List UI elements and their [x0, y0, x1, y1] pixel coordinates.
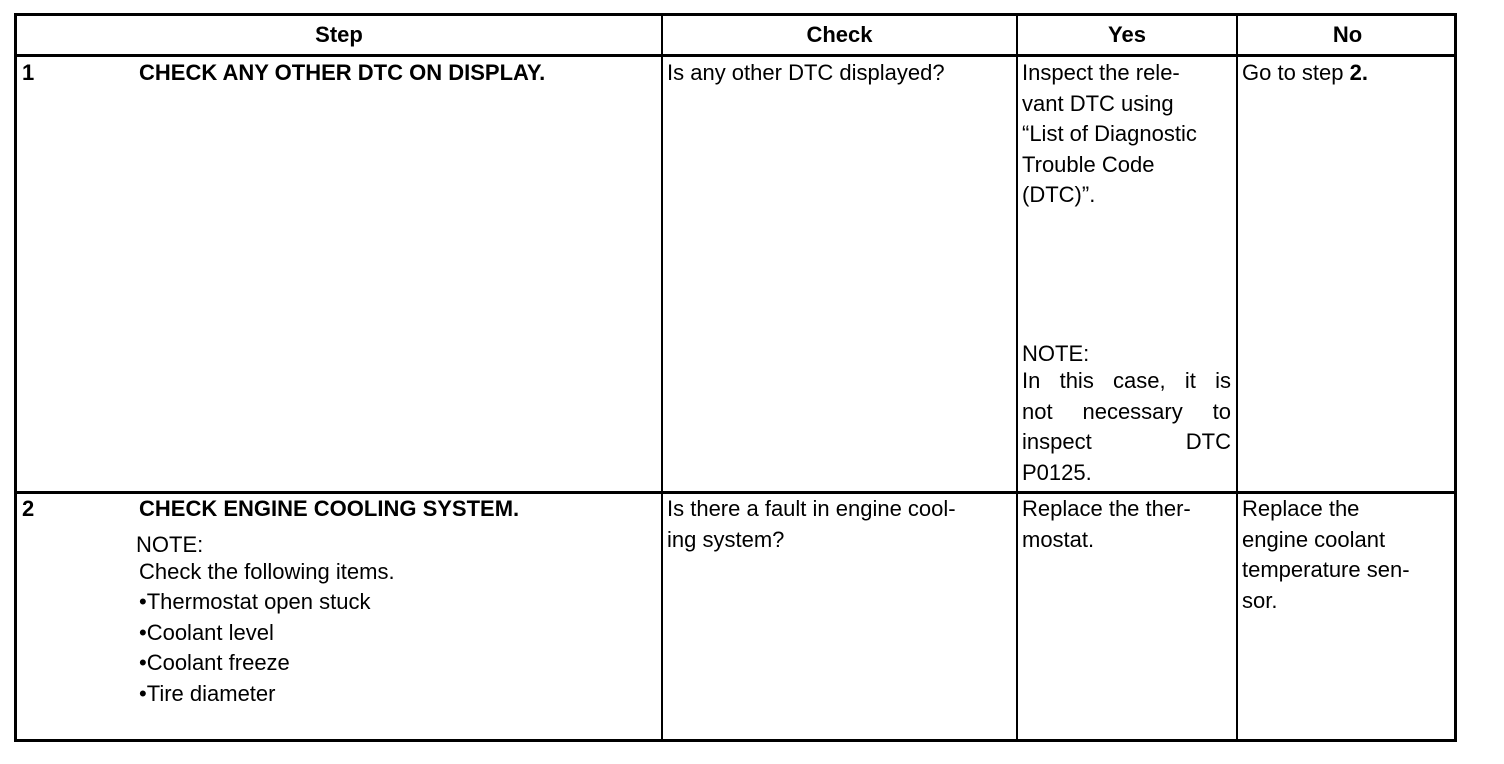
yes-action-2: Replace the ther- mostat. [1022, 496, 1191, 552]
column-divider-yes-no [1236, 16, 1238, 739]
check-question-1: Is any other DTC displayed? [667, 60, 945, 85]
step-note-intro-2: Check the following items. [139, 559, 395, 584]
note-list-item: •Coolant freeze [139, 650, 290, 675]
no-action-1 [1242, 58, 1368, 89]
step-note-label-2: NOTE: [136, 532, 204, 557]
note-list-item: •Coolant level [139, 619, 274, 645]
yes-note-line: inspect DTC [1022, 429, 1231, 454]
yes-note-line: P0125. [1022, 459, 1092, 485]
yes-note-label-1: NOTE: [1022, 341, 1090, 366]
column-divider-check-yes [1016, 16, 1018, 739]
yes-note-text-1 [1022, 366, 1231, 488]
yes-action-1: Inspect the rele- vant DTC using “List of Diagnostic Trouble Code (DTC)”. [1022, 60, 1197, 207]
yes-note-line: In this case, it is [1022, 368, 1231, 393]
step-note-items-2 [139, 587, 370, 709]
header-no: No [1332, 22, 1363, 47]
header-yes: Yes [1108, 22, 1146, 47]
header-check: Check [806, 22, 873, 47]
header-step: Step [315, 22, 363, 47]
step-number-2: 2 [22, 496, 35, 521]
yes-note-line: not necessary to [1022, 398, 1231, 424]
no-action-step-ref: 2. [1349, 60, 1368, 85]
header-row-divider [17, 54, 1454, 57]
step-title-1: CHECK ANY OTHER DTC ON DISPLAY. [139, 60, 546, 85]
no-action-2: Replace the engine coolant temperature sen- sor. [1242, 496, 1410, 613]
step-title-2: CHECK ENGINE COOLING SYSTEM. [139, 496, 520, 521]
check-question-2: Is there a fault in engine cool- ing system? [667, 496, 956, 552]
note-list-item: •Tire diameter [139, 680, 276, 706]
column-divider-step-check [661, 16, 663, 739]
diagnostic-table [14, 13, 1457, 742]
no-action-prefix: Go to step [1242, 60, 1350, 85]
step-number-1: 1 [22, 60, 35, 85]
note-list-item: •Thermostat open stuck [139, 589, 371, 614]
